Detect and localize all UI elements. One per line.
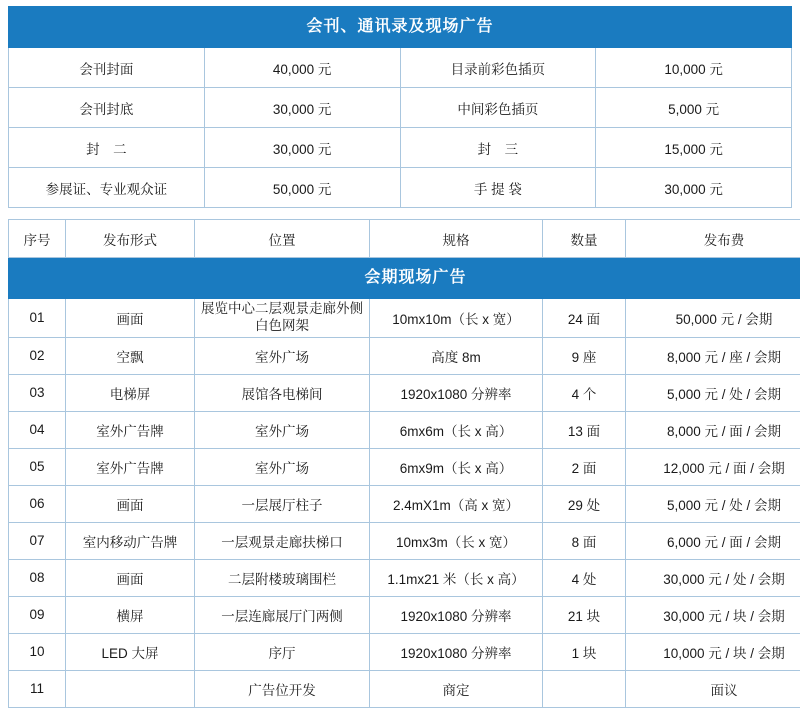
- cell-form: 室内移动广告牌: [66, 522, 195, 559]
- cell-location: 一层观景走廊扶梯口: [195, 522, 370, 559]
- cell-spec: 10mx3m（长 x 宽）: [370, 522, 543, 559]
- table-row: [9, 411, 800, 448]
- cell-fee: 10,000 元 / 块 / 会期: [626, 633, 800, 670]
- cell-price: 30,000 元: [204, 88, 400, 128]
- column-header-spec: 规格: [370, 220, 543, 258]
- cell-price: 40,000 元: [204, 48, 400, 88]
- column-header-location: 位置: [195, 220, 370, 258]
- table-row: [9, 559, 800, 596]
- cell-item: 目录前彩色插页: [400, 48, 596, 88]
- cell-form: 画面: [66, 485, 195, 522]
- cell-quantity: 2 面: [543, 448, 626, 485]
- cell-item: 封 二: [9, 128, 205, 168]
- cell-no: 05: [9, 448, 66, 485]
- table-header-row: [9, 220, 800, 258]
- table-row: [9, 48, 792, 88]
- cell-item: 会刊封面: [9, 48, 205, 88]
- cell-quantity: 29 处: [543, 485, 626, 522]
- table-row: [9, 88, 792, 128]
- cell-fee: 12,000 元 / 面 / 会期: [626, 448, 800, 485]
- cell-form: 电梯屏: [66, 374, 195, 411]
- cell-spec: 1920x1080 分辨率: [370, 374, 543, 411]
- cell-fee: 30,000 元 / 处 / 会期: [626, 559, 800, 596]
- cell-item: 参展证、专业观众证: [9, 168, 205, 208]
- table-row: [9, 670, 800, 707]
- cell-fee: 6,000 元 / 面 / 会期: [626, 522, 800, 559]
- cell-spec: 6mx9m（长 x 高）: [370, 448, 543, 485]
- cell-quantity: 24 面: [543, 299, 626, 338]
- cell-quantity: 8 面: [543, 522, 626, 559]
- cell-price: 30,000 元: [596, 168, 792, 208]
- cell-form: 画面: [66, 559, 195, 596]
- column-header-form: 发布形式: [66, 220, 195, 258]
- table-row: [9, 128, 792, 168]
- cell-quantity: 21 块: [543, 596, 626, 633]
- table-title-row: [9, 258, 800, 299]
- cell-item: 会刊封底: [9, 88, 205, 128]
- column-header-no: 序号: [9, 220, 66, 258]
- column-header-quantity: 数量: [543, 220, 626, 258]
- cell-location: 室外广场: [195, 337, 370, 374]
- cell-form: 室外广告牌: [66, 411, 195, 448]
- table-row: [9, 168, 792, 208]
- cell-location: 一层连廊展厅门两侧: [195, 596, 370, 633]
- cell-spec: 1.1mx21 米（长 x 高）: [370, 559, 543, 596]
- cell-spec: 商定: [370, 670, 543, 707]
- cell-quantity: 1 块: [543, 633, 626, 670]
- cell-no: 08: [9, 559, 66, 596]
- cell-no: 02: [9, 337, 66, 374]
- table-row: [9, 633, 800, 670]
- cell-spec: 6mx6m（长 x 高）: [370, 411, 543, 448]
- cell-fee: 8,000 元 / 面 / 会期: [626, 411, 800, 448]
- cell-quantity: [543, 670, 626, 707]
- cell-item: 中间彩色插页: [400, 88, 596, 128]
- cell-price: 10,000 元: [596, 48, 792, 88]
- cell-quantity: 4 个: [543, 374, 626, 411]
- cell-price: 30,000 元: [204, 128, 400, 168]
- cell-form: LED 大屏: [66, 633, 195, 670]
- cell-fee: 8,000 元 / 座 / 会期: [626, 337, 800, 374]
- cell-spec: 10mx10m（长 x 宽）: [370, 299, 543, 338]
- cell-form: 空飘: [66, 337, 195, 374]
- cell-location: 室外广场: [195, 411, 370, 448]
- cell-item: 封 三: [400, 128, 596, 168]
- cell-item: 手 提 袋: [400, 168, 596, 208]
- cell-no: 11: [9, 670, 66, 707]
- cell-location: 展馆各电梯间: [195, 374, 370, 411]
- cell-location: 室外广场: [195, 448, 370, 485]
- cell-form: [66, 670, 195, 707]
- cell-no: 06: [9, 485, 66, 522]
- cell-fee: 面议: [626, 670, 800, 707]
- cell-no: 10: [9, 633, 66, 670]
- table-row: [9, 596, 800, 633]
- cell-price: 15,000 元: [596, 128, 792, 168]
- cell-form: 横屏: [66, 596, 195, 633]
- cell-location: 广告位开发: [195, 670, 370, 707]
- cell-spec: 2.4mX1m（高 x 宽）: [370, 485, 543, 522]
- cell-spec: 1920x1080 分辨率: [370, 596, 543, 633]
- cell-fee: 50,000 元 / 会期: [626, 299, 800, 338]
- cell-location: 一层展厅柱子: [195, 485, 370, 522]
- table-row: [9, 337, 800, 374]
- cell-location: 序厅: [195, 633, 370, 670]
- cell-no: 09: [9, 596, 66, 633]
- cell-fee: 5,000 元 / 处 / 会期: [626, 374, 800, 411]
- journal-advertising-table: [8, 6, 792, 208]
- table-row: [9, 374, 800, 411]
- cell-price: 5,000 元: [596, 88, 792, 128]
- cell-spec: 高度 8m: [370, 337, 543, 374]
- cell-quantity: 13 面: [543, 411, 626, 448]
- cell-no: 07: [9, 522, 66, 559]
- cell-fee: 30,000 元 / 块 / 会期: [626, 596, 800, 633]
- journal-advertising-title: 会刊、通讯录及现场广告: [9, 7, 792, 48]
- cell-form: 室外广告牌: [66, 448, 195, 485]
- cell-location: 展览中心二层观景走廊外侧白色网架: [195, 299, 370, 338]
- onsite-advertising-table: [8, 219, 800, 708]
- cell-fee: 5,000 元 / 处 / 会期: [626, 485, 800, 522]
- cell-location: 二层附楼玻璃围栏: [195, 559, 370, 596]
- cell-no: 04: [9, 411, 66, 448]
- cell-price: 50,000 元: [204, 168, 400, 208]
- table-row: [9, 522, 800, 559]
- cell-quantity: 4 处: [543, 559, 626, 596]
- cell-no: 03: [9, 374, 66, 411]
- table-title-row: [9, 7, 792, 48]
- section-divider: [8, 208, 792, 219]
- cell-form: 画面: [66, 299, 195, 338]
- onsite-advertising-title: 会期现场广告: [9, 258, 800, 299]
- cell-quantity: 9 座: [543, 337, 626, 374]
- column-header-fee: 发布费: [626, 220, 800, 258]
- table-row: [9, 448, 800, 485]
- cell-no: 01: [9, 299, 66, 338]
- cell-spec: 1920x1080 分辨率: [370, 633, 543, 670]
- table-row: [9, 299, 800, 338]
- table-row: [9, 485, 800, 522]
